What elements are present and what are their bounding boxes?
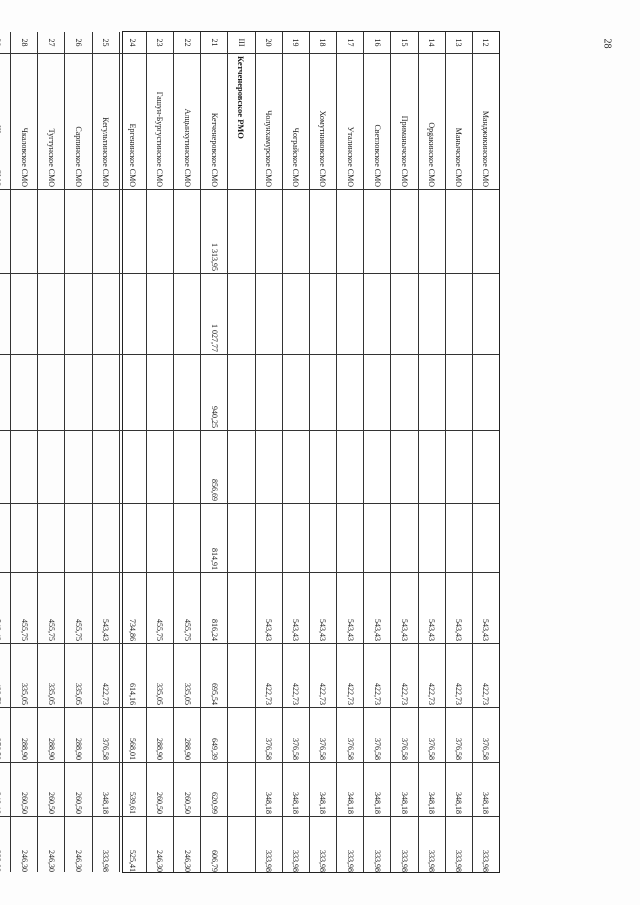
value-cell: 422,73 (473, 644, 499, 708)
municipality-name: Кетченеровское СМО (201, 54, 227, 190)
value-cell (120, 504, 146, 573)
value-cell (93, 431, 119, 504)
value-cell (93, 274, 119, 355)
value-cell (364, 355, 390, 431)
value-cell (38, 431, 64, 504)
value-cell (337, 431, 363, 504)
value-cell: 422,73 (256, 644, 282, 708)
section-header-row (227, 32, 254, 872)
table-row (418, 32, 445, 872)
value-cell (310, 504, 336, 573)
value-cell: 348,18 (364, 763, 390, 817)
value-cell: 734,86 (120, 573, 146, 644)
value-cell (228, 190, 254, 274)
value-cell: 455,75 (38, 573, 64, 644)
value-cell (310, 431, 336, 504)
value-cell (419, 190, 445, 274)
row-number: III (228, 32, 254, 54)
table-row (255, 32, 282, 872)
value-cell: 335,05 (38, 644, 64, 708)
value-cell: 333,98 (399, 850, 409, 872)
row-number: 25 (93, 32, 119, 54)
value-cell: 246,30 (46, 850, 56, 872)
value-cell (446, 274, 472, 355)
value-cell: 422,73 (337, 644, 363, 708)
value-cell (0, 431, 10, 504)
value-cell: 816,24 (201, 573, 227, 644)
value-cell (228, 504, 254, 573)
table-row (309, 32, 336, 872)
municipality-name (0, 54, 10, 190)
value-cell: 422,73 (446, 644, 472, 708)
value-cell: 376,58 (419, 708, 445, 763)
municipality-name: Хомутниковское СМО (310, 54, 336, 190)
table-row (390, 32, 417, 872)
value-cell: 376,58 (391, 708, 417, 763)
value-cell: 335,05 (174, 644, 200, 708)
value-cell: 620,99 (201, 763, 227, 817)
value-cell: 543,43 (391, 573, 417, 644)
value-cell (65, 504, 91, 573)
value-cell: 543,43 (256, 573, 282, 644)
value-cell (0, 504, 10, 573)
value-cell: 543,43 (473, 573, 499, 644)
value-cell (0, 355, 10, 431)
value-cell (283, 274, 309, 355)
value-cell: 422,73 (391, 644, 417, 708)
value-cell (38, 274, 64, 355)
municipality-name: Чкаловское СМО (11, 54, 37, 190)
value-cell (419, 431, 445, 504)
value-cell (473, 355, 499, 431)
value-cell (419, 504, 445, 573)
value-cell: 335,05 (147, 644, 173, 708)
municipality-name: Тугтунское СМО (38, 54, 64, 190)
table-row (0, 32, 10, 872)
value-cell (0, 817, 10, 874)
value-cell (120, 431, 146, 504)
value-cell: 246,30 (182, 850, 192, 872)
value-cell (120, 274, 146, 355)
value-cell (256, 274, 282, 355)
value-cell (0, 644, 10, 708)
value-cell: 543,43 (337, 573, 363, 644)
row-number: 28 (11, 32, 37, 54)
value-cell: 333,98 (318, 850, 328, 872)
value-cell (147, 274, 173, 355)
table-row (173, 32, 200, 872)
section-title: Кетченеровское РМО (228, 54, 254, 190)
value-cell (310, 355, 336, 431)
value-cell (11, 355, 37, 431)
municipality-name: Чограйское СМО (283, 54, 309, 190)
row-number: 22 (174, 32, 200, 54)
value-cell: 455,75 (174, 573, 200, 644)
value-cell: 335,05 (65, 644, 91, 708)
value-cell (364, 431, 390, 504)
row-number: 13 (446, 32, 472, 54)
value-cell (120, 355, 146, 431)
table-row (64, 32, 91, 872)
value-cell (337, 504, 363, 573)
municipality-name: Орgaкинское СМО (419, 54, 445, 190)
row-number: 18 (310, 32, 336, 54)
value-cell: 606,79 (209, 850, 219, 872)
value-cell: 376,58 (364, 708, 390, 763)
municipality-name: Уталинское СМО (337, 54, 363, 190)
value-cell (228, 274, 254, 355)
table-row (282, 32, 309, 872)
value-cell (93, 504, 119, 573)
value-cell (446, 355, 472, 431)
value-cell (174, 504, 200, 573)
value-cell (364, 504, 390, 573)
value-cell: 543,43 (419, 573, 445, 644)
table-row (92, 32, 119, 872)
value-cell (11, 431, 37, 504)
value-cell: 695,54 (201, 644, 227, 708)
value-cell: 376,58 (473, 708, 499, 763)
value-cell: 333,98 (481, 850, 491, 872)
value-cell: 422,73 (283, 644, 309, 708)
value-cell: 376,58 (283, 708, 309, 763)
table-row (363, 32, 390, 872)
value-cell (391, 190, 417, 274)
value-cell (473, 431, 499, 504)
value-cell (228, 573, 254, 644)
value-cell: 348,18 (337, 763, 363, 817)
municipality-name: Приманычское СМО (391, 54, 417, 190)
value-cell: 260,50 (147, 763, 173, 817)
value-cell: 455,75 (11, 573, 37, 644)
value-cell (93, 355, 119, 431)
value-cell: 260,50 (38, 763, 64, 817)
value-cell (65, 274, 91, 355)
value-cell (174, 431, 200, 504)
value-cell: 856,69 (201, 431, 227, 504)
municipality-name: Манычское СМО (446, 54, 472, 190)
value-cell (65, 431, 91, 504)
municipality-name: Сарпинское СМО (65, 54, 91, 190)
table-row (445, 32, 472, 872)
value-cell: 333,98 (427, 850, 437, 872)
tariff-table (19, 31, 500, 873)
value-cell (364, 190, 390, 274)
value-cell: 288,90 (174, 708, 200, 763)
row-number: 19 (283, 32, 309, 54)
value-cell (256, 355, 282, 431)
value-cell (11, 274, 37, 355)
value-cell (446, 504, 472, 573)
value-cell: 543,43 (310, 573, 336, 644)
value-cell (0, 763, 10, 817)
value-cell (120, 190, 146, 274)
value-cell (391, 355, 417, 431)
value-cell (65, 355, 91, 431)
value-cell: 455,75 (65, 573, 91, 644)
value-cell: 333,98 (372, 850, 382, 872)
value-cell: 422,73 (93, 644, 119, 708)
table-row (200, 32, 227, 872)
page-number: 28 (601, 38, 613, 49)
municipality-name: Гашун-Бургустинское СМО (147, 54, 173, 190)
table-row (119, 32, 146, 872)
value-cell (228, 763, 254, 817)
municipality-name: Манджикинское СМО (473, 54, 499, 190)
value-cell: 333,98 (264, 850, 274, 872)
value-cell: 649,39 (201, 708, 227, 763)
value-cell (256, 190, 282, 274)
value-cell (38, 190, 64, 274)
value-cell (283, 431, 309, 504)
municipality-name: Алцынхутинское СМО (174, 54, 200, 190)
value-cell (228, 817, 254, 874)
value-cell (391, 504, 417, 573)
value-cell: 539,61 (120, 763, 146, 817)
value-cell: 288,90 (38, 708, 64, 763)
value-cell (391, 431, 417, 504)
value-cell (147, 504, 173, 573)
row-number: 17 (337, 32, 363, 54)
value-cell: 376,58 (337, 708, 363, 763)
value-cell: 348,18 (446, 763, 472, 817)
value-cell: 568,01 (120, 708, 146, 763)
value-cell (283, 504, 309, 573)
value-cell: 333,98 (291, 850, 301, 872)
row-number: 15 (391, 32, 417, 54)
value-cell: 376,58 (256, 708, 282, 763)
value-cell: 422,73 (419, 644, 445, 708)
table-row (146, 32, 173, 872)
value-cell: 543,43 (446, 573, 472, 644)
value-cell (0, 573, 10, 644)
value-cell (391, 274, 417, 355)
value-cell: 288,90 (65, 708, 91, 763)
row-number (0, 32, 10, 54)
value-cell: 260,50 (65, 763, 91, 817)
value-cell (256, 504, 282, 573)
value-cell: 348,18 (310, 763, 336, 817)
value-cell (310, 190, 336, 274)
municipality-name: Кегультинское СМО (93, 54, 119, 190)
value-cell: 614,16 (120, 644, 146, 708)
value-cell: 333,98 (345, 850, 355, 872)
value-cell: 814,91 (201, 504, 227, 573)
value-cell (364, 274, 390, 355)
value-cell (337, 355, 363, 431)
value-cell: 543,43 (283, 573, 309, 644)
value-cell: 348,18 (256, 763, 282, 817)
value-cell: 543,43 (364, 573, 390, 644)
value-cell: 348,18 (391, 763, 417, 817)
value-cell: 288,90 (147, 708, 173, 763)
value-cell: 422,73 (364, 644, 390, 708)
value-cell: 288,90 (11, 708, 37, 763)
value-cell: 1 313,95 (201, 190, 227, 274)
value-cell: 376,58 (446, 708, 472, 763)
value-cell (473, 274, 499, 355)
value-cell (310, 274, 336, 355)
value-cell (0, 190, 10, 274)
value-cell (228, 708, 254, 763)
municipality-name: Чолунхамурское СМО (256, 54, 282, 190)
value-cell: 376,58 (310, 708, 336, 763)
value-cell (228, 431, 254, 504)
value-cell (174, 274, 200, 355)
value-cell (473, 190, 499, 274)
value-cell: 333,98 (101, 850, 111, 872)
value-cell: 348,18 (473, 763, 499, 817)
value-cell (446, 431, 472, 504)
value-cell (0, 708, 10, 763)
row-number: 23 (147, 32, 173, 54)
table-row (336, 32, 363, 872)
value-cell: 525,41 (128, 850, 138, 872)
value-cell: 333,98 (454, 850, 464, 872)
value-cell (0, 274, 10, 355)
value-cell: 246,30 (74, 850, 84, 872)
table-row (37, 32, 64, 872)
row-number: 27 (38, 32, 64, 54)
value-cell (256, 431, 282, 504)
value-cell (38, 504, 64, 573)
value-cell (38, 355, 64, 431)
value-cell: 543,43 (93, 573, 119, 644)
value-cell (147, 431, 173, 504)
municipality-name: Ергенинское СМО (120, 54, 146, 190)
value-cell (93, 190, 119, 274)
value-cell (228, 355, 254, 431)
value-cell: 246,30 (19, 850, 29, 872)
value-cell (228, 644, 254, 708)
value-cell (283, 190, 309, 274)
row-number: 24 (120, 32, 146, 54)
row-number: 14 (419, 32, 445, 54)
value-cell: 348,18 (93, 763, 119, 817)
value-cell (11, 504, 37, 573)
value-cell: 260,50 (174, 763, 200, 817)
table-row (10, 32, 37, 872)
row-number: 26 (65, 32, 91, 54)
value-cell (337, 274, 363, 355)
value-cell (174, 190, 200, 274)
value-cell: 455,75 (147, 573, 173, 644)
row-number: 21 (201, 32, 227, 54)
value-cell (446, 190, 472, 274)
row-number: 16 (364, 32, 390, 54)
value-cell: 335,05 (11, 644, 37, 708)
value-cell: 1 027,77 (201, 274, 227, 355)
value-cell: 376,58 (93, 708, 119, 763)
value-cell: 422,73 (310, 644, 336, 708)
row-number: 12 (473, 32, 499, 54)
value-cell: 348,18 (419, 763, 445, 817)
value-cell (419, 274, 445, 355)
value-cell (11, 190, 37, 274)
value-cell (174, 355, 200, 431)
row-number: 20 (256, 32, 282, 54)
value-cell: 940,25 (201, 355, 227, 431)
value-cell (283, 355, 309, 431)
value-cell (473, 504, 499, 573)
table-row (472, 32, 499, 872)
value-cell (419, 355, 445, 431)
value-cell: 260,50 (11, 763, 37, 817)
value-cell: 246,30 (155, 850, 165, 872)
value-cell (147, 355, 173, 431)
value-cell: 348,18 (283, 763, 309, 817)
value-cell (147, 190, 173, 274)
municipality-name: Светловское СМО (364, 54, 390, 190)
value-cell (337, 190, 363, 274)
value-cell (65, 190, 91, 274)
